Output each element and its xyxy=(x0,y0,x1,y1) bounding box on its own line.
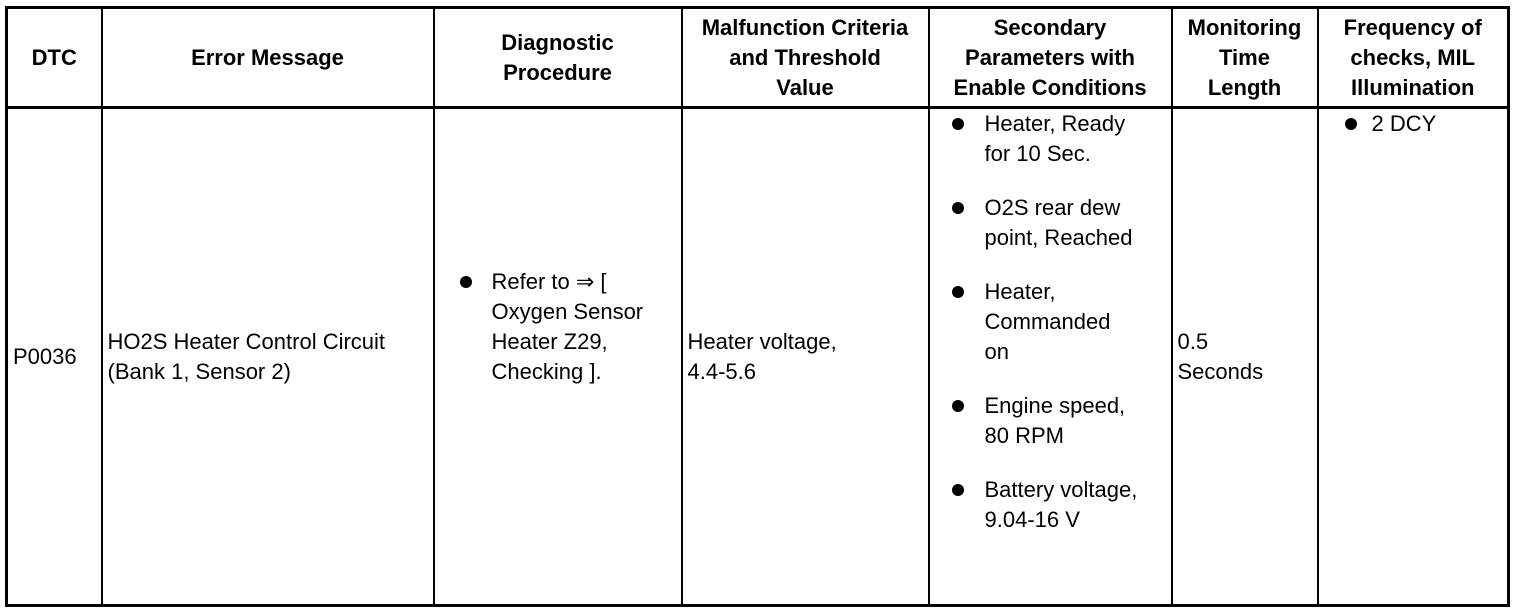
list-item: Refer to ⇒ [ Oxygen Sensor Heater Z29, Checking ]. xyxy=(440,267,681,387)
header-dtc: DTC xyxy=(7,8,102,108)
bullet-icon xyxy=(1345,118,1357,130)
header-row xyxy=(7,8,1509,108)
table-row xyxy=(7,108,1509,606)
list-item: O2S rear dew point, Reached xyxy=(935,193,1171,253)
header-malfunction-criteria: Malfunction Criteria and Threshold Value xyxy=(682,8,929,108)
cell-monitoring-time: 0.5 Seconds xyxy=(1172,108,1318,606)
bullet-icon xyxy=(952,118,964,130)
list-item: Heater, Ready for 10 Sec. xyxy=(935,109,1171,169)
table-body xyxy=(7,108,1509,606)
bullet-icon xyxy=(952,286,964,298)
table-header xyxy=(7,8,1509,108)
list-item: Battery voltage, 9.04-16 V xyxy=(935,475,1171,535)
bullet-icon xyxy=(952,400,964,412)
cell-error-message: HO2S Heater Control Circuit (Bank 1, Sensor 2) xyxy=(102,108,434,606)
procedure-list xyxy=(440,267,681,387)
header-error-message: Error Message xyxy=(102,8,434,108)
cell-enable-conditions xyxy=(929,108,1172,606)
frequency-list xyxy=(1324,109,1508,139)
bullet-icon xyxy=(952,202,964,214)
cell-malfunction-criteria: Heater voltage, 4.4-5.6 xyxy=(682,108,929,606)
list-item: Engine speed, 80 RPM xyxy=(935,391,1171,451)
bullet-icon xyxy=(460,276,472,288)
cell-frequency xyxy=(1318,108,1509,606)
dtc-table xyxy=(5,6,1510,607)
list-item: 2 DCY xyxy=(1324,109,1508,139)
header-frequency: Frequency of checks, MIL Illumination xyxy=(1318,8,1509,108)
enable-conditions-list xyxy=(935,109,1171,535)
cell-diagnostic-procedure xyxy=(434,108,682,606)
list-item: Heater, Commanded on xyxy=(935,277,1171,367)
cell-dtc: P0036 xyxy=(7,108,102,606)
header-secondary-parameters: Secondary Parameters with Enable Conditions xyxy=(929,8,1172,108)
bullet-icon xyxy=(952,484,964,496)
header-diagnostic-procedure: Diagnostic Procedure xyxy=(434,8,682,108)
header-monitoring-time: Monitoring Time Length xyxy=(1172,8,1318,108)
